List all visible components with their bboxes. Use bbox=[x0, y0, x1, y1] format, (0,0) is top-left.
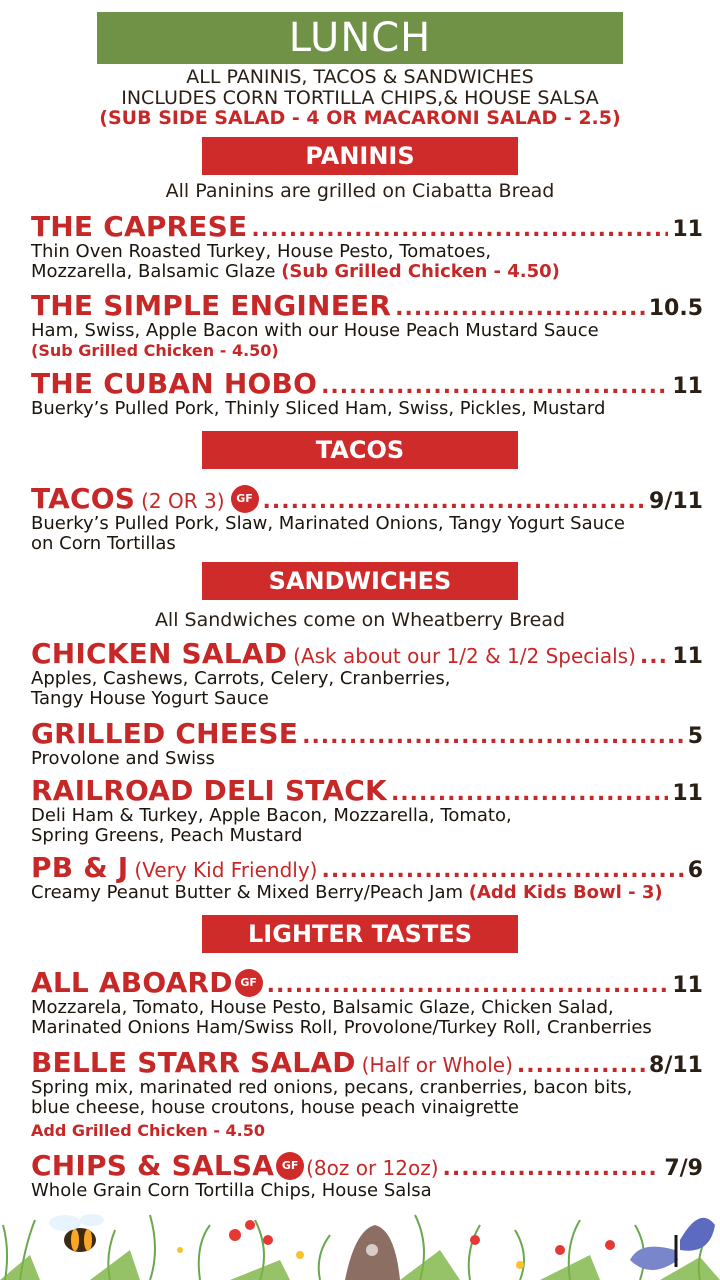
item-subtitle: (8oz or 12oz) bbox=[306, 1156, 439, 1180]
item-name: BELLE STARR SALAD bbox=[31, 1046, 356, 1078]
intro-line-3: (SUB SIDE SALAD - 4 OR MACARONI SALAD - 2.5) bbox=[99, 107, 621, 129]
item-description: Apples, Cashews, Carrots, Celery, Cranberries, bbox=[31, 668, 451, 689]
dot-leader bbox=[391, 781, 668, 806]
section-tacos: TACOS bbox=[202, 431, 518, 469]
item-subtitle: (Ask about our 1/2 & 1/2 Specials) bbox=[293, 644, 636, 668]
section-lighter-tastes: LIGHTER TASTES bbox=[202, 915, 518, 953]
item-price: 9/11 bbox=[649, 489, 703, 514]
sub-option: (Sub Grilled Chicken - 4.50) bbox=[31, 341, 279, 360]
item-description: Provolone and Swiss bbox=[31, 748, 215, 769]
item-description-2: Spring Greens, Peach Mustard bbox=[31, 825, 303, 846]
dot-leader bbox=[263, 489, 645, 514]
dot-leader bbox=[321, 374, 668, 399]
dot-leader bbox=[321, 858, 683, 883]
meadow-decoration bbox=[0, 1195, 720, 1280]
item-price: 6 bbox=[687, 858, 703, 883]
add-chicken-option: Add Grilled Chicken - 4.50 bbox=[31, 1121, 266, 1140]
item-name: THE CAPRESE bbox=[31, 210, 248, 242]
dot-leader bbox=[302, 724, 684, 749]
lunch-title: LUNCH bbox=[97, 12, 623, 64]
menu-item-pb-and-j bbox=[31, 851, 703, 903]
dot-leader bbox=[443, 1156, 661, 1181]
item-subtitle: (Very Kid Friendly) bbox=[134, 858, 318, 882]
gluten-free-badge: GF bbox=[231, 485, 259, 513]
gluten-free-badge: GF bbox=[276, 1152, 304, 1180]
item-price: 5 bbox=[687, 724, 703, 749]
item-price: 8/11 bbox=[649, 1053, 703, 1078]
item-description: Buerky’s Pulled Pork, Slaw, Marinated Onions, Tangy Yogurt Sauce bbox=[31, 513, 625, 534]
item-description-2: Marinated Onions Ham/Swiss Roll, Provolone/Turkey Roll, Cranberries bbox=[31, 1017, 652, 1038]
menu-item-railroad-deli-stack bbox=[31, 774, 703, 846]
item-description-2: on Corn Tortillas bbox=[31, 533, 176, 554]
item-name: TACOS bbox=[31, 482, 136, 514]
item-subtitle: (2 OR 3) bbox=[141, 489, 225, 513]
item-description: Whole Grain Corn Tortilla Chips, House Salsa bbox=[31, 1180, 432, 1201]
item-description: Thin Oven Roasted Turkey, House Pesto, Tomatoes, bbox=[31, 241, 492, 262]
item-subtitle: (Half or Whole) bbox=[361, 1053, 513, 1077]
menu-item-all-aboard bbox=[31, 966, 703, 1038]
item-description: Buerky’s Pulled Pork, Thinly Sliced Ham, Swiss, Pickles, Mustard bbox=[31, 398, 606, 419]
item-price: 11 bbox=[672, 644, 703, 669]
menu-item-simple-engineer bbox=[31, 289, 703, 361]
dot-leader bbox=[517, 1053, 645, 1078]
item-price: 11 bbox=[672, 217, 703, 242]
item-description: Deli Ham & Turkey, Apple Bacon, Mozzarella, Tomato, bbox=[31, 805, 512, 826]
item-name: CHICKEN SALAD bbox=[31, 637, 288, 669]
paninis-note: All Paninins are grilled on Ciabatta Bread bbox=[165, 180, 555, 202]
item-price: 11 bbox=[672, 973, 703, 998]
item-price: 11 bbox=[672, 781, 703, 806]
dot-leader bbox=[251, 217, 668, 242]
bee-illustration bbox=[49, 1214, 104, 1252]
sandwiches-note: All Sandwiches come on Wheatberry Bread bbox=[154, 609, 566, 631]
menu-item-cuban-hobo bbox=[31, 367, 703, 419]
intro-line-2: INCLUDES CORN TORTILLA CHIPS,& HOUSE SALSA bbox=[121, 87, 599, 109]
item-name: ALL ABOARD bbox=[31, 966, 233, 998]
section-sandwiches: SANDWICHES bbox=[202, 562, 518, 600]
item-description: Ham, Swiss, Apple Bacon with our House Peach Mustard Sauce bbox=[31, 320, 599, 341]
menu-item-chips-and-salsa bbox=[31, 1149, 703, 1201]
item-name: GRILLED CHEESE bbox=[31, 717, 299, 749]
meadow-flowers-illustration bbox=[0, 1195, 720, 1280]
item-price: 10.5 bbox=[648, 296, 703, 321]
dot-leader bbox=[267, 973, 669, 998]
item-description: Mozzarela, Tomato, House Pesto, Balsamic Glaze, Chicken Salad, bbox=[31, 997, 614, 1018]
item-description-2: Mozzarella, Balsamic Glaze (Sub Grilled Chicken - 4.50) bbox=[31, 261, 560, 282]
menu-item-grilled-cheese bbox=[31, 717, 703, 769]
item-name: RAILROAD DELI STACK bbox=[31, 774, 387, 806]
menu-item-chicken-salad bbox=[31, 637, 703, 709]
item-description: Spring mix, marinated red onions, pecans, cranberries, bacon bits, bbox=[31, 1077, 633, 1098]
item-price: 11 bbox=[672, 374, 703, 399]
item-description-2: Tangy House Yogurt Sauce bbox=[31, 688, 269, 709]
sub-option: (Sub Grilled Chicken - 4.50) bbox=[281, 261, 560, 282]
kids-bowl-addon: (Add Kids Bowl - 3) bbox=[468, 882, 663, 903]
menu-item-belle-starr-salad bbox=[31, 1046, 703, 1141]
menu-item-tacos bbox=[31, 482, 703, 554]
gluten-free-badge: GF bbox=[235, 969, 263, 997]
moth-illustration bbox=[345, 1225, 400, 1280]
menu-item-caprese bbox=[31, 210, 703, 282]
intro-line-1: ALL PANINIS, TACOS & SANDWICHES bbox=[186, 66, 534, 88]
item-description: Creamy Peanut Butter & Mixed Berry/Peach Jam (Add Kids Bowl - 3) bbox=[31, 882, 663, 903]
dot-leader bbox=[395, 296, 645, 321]
item-name: PB & J bbox=[31, 851, 129, 883]
section-paninis: PANINIS bbox=[202, 137, 518, 175]
dot-leader bbox=[640, 644, 668, 669]
item-name: THE SIMPLE ENGINEER bbox=[31, 289, 392, 321]
item-price: 7/9 bbox=[664, 1156, 703, 1181]
item-name: THE CUBAN HOBO bbox=[31, 367, 318, 399]
item-name: CHIPS & SALSA bbox=[31, 1149, 275, 1181]
item-description-2: blue cheese, house croutons, house peach vinaigrette bbox=[31, 1097, 519, 1118]
